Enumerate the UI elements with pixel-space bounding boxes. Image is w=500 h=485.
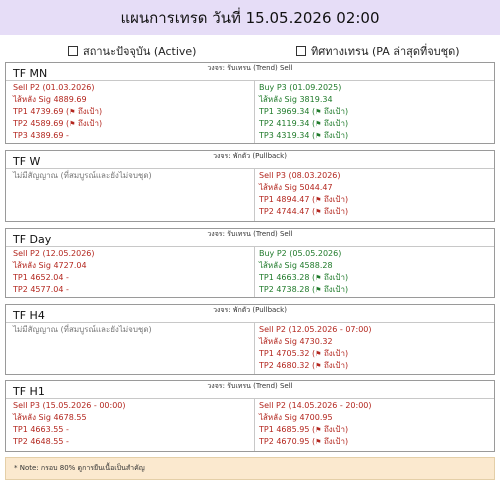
signal-sig: ไส้หลัง Sig 4889.69: [13, 95, 87, 104]
panel-tf-day: [5, 228, 495, 298]
signal-tp1: TP1 4663.28 (⚑ ถึงเป้า): [259, 273, 349, 282]
panel-tf-h1: [5, 380, 495, 452]
column-divider: [254, 247, 255, 297]
legend: [0, 42, 500, 58]
signal-tp2: TP2 4589.69 (⚑ ถึงเป้า): [13, 119, 103, 128]
flag-icon: ⚑: [315, 286, 322, 294]
panel-title: TF MN: [13, 67, 48, 80]
no-signal-text: ไม่มีสัญญาณ (ที่สมบูรณ์และยังไม่จบชุด): [13, 325, 152, 334]
flag-icon: ⚑: [315, 208, 322, 216]
flag-icon: ⚑: [315, 196, 322, 204]
panel-header-divider: [6, 246, 494, 247]
signal-line: Sell P2 (12.05.2026): [13, 249, 95, 258]
signal-line: Sell P2 (12.05.2026 - 07:00): [259, 325, 372, 334]
signal-tp2: TP2 4744.47 (⚑ ถึงเป้า): [259, 207, 349, 216]
panel-tf-h4: [5, 304, 495, 375]
flag-icon: ⚑: [315, 274, 322, 282]
signal-tp2: TP2 4648.55 -: [13, 437, 69, 446]
trend-label: วงจร: รับเทรน (Trend) Sell: [207, 230, 293, 238]
signal-sig: ไส้หลัง Sig 4588.28: [259, 261, 333, 270]
signal-sig: ไส้หลัง Sig 4727.04: [13, 261, 87, 270]
trend-label: วงจร: รับเทรน (Trend) Sell: [207, 382, 293, 390]
signal-line: Sell P2 (14.05.2026 - 20:00): [259, 401, 372, 410]
active-signal: [13, 82, 249, 142]
signal-line: Sell P2 (01.03.2026): [13, 83, 95, 92]
signal-line: Sell P3 (08.03.2026): [259, 171, 341, 180]
signal-tp2: TP2 4577.04 -: [13, 285, 69, 294]
column-divider: [254, 81, 255, 143]
direction-signal: [259, 248, 491, 296]
trend-label: วงจร: พักตัว (Pullback): [213, 306, 287, 314]
direction-signal: [259, 170, 491, 218]
panel-header-divider: [6, 322, 494, 323]
signal-sig: ไส้หลัง Sig 4678.55: [13, 413, 87, 422]
signal-tp1: TP1 4685.95 (⚑ ถึงเป้า): [259, 425, 349, 434]
flag-icon: ⚑: [315, 120, 322, 128]
signal-tp1: TP1 3969.34 (⚑ ถึงเป้า): [259, 107, 349, 116]
panel-header-divider: [6, 80, 494, 81]
legend-active-label: สถานะปัจจุบัน (Active): [83, 45, 197, 58]
signal-tp1: TP1 4739.69 (⚑ ถึงเป้า): [13, 107, 103, 116]
panel-title: TF W: [13, 155, 41, 168]
signal-tp2: TP2 4680.32 (⚑ ถึงเป้า): [259, 361, 349, 370]
flag-icon: ⚑: [69, 108, 76, 116]
signal-tp2: TP2 4670.95 (⚑ ถึงเป้า): [259, 437, 349, 446]
note-box: [5, 457, 495, 480]
signal-line: Sell P3 (15.05.2026 - 00:00): [13, 401, 126, 410]
panel-title: TF H1: [13, 385, 45, 398]
panel-tf-w: [5, 150, 495, 222]
active-signal: [13, 400, 249, 448]
trend-label: วงจร: รับเทรน (Trend) Sell: [207, 64, 293, 72]
square-icon: [296, 46, 306, 56]
flag-icon: ⚑: [315, 132, 322, 140]
legend-active: [68, 42, 196, 60]
signal-line: Buy P2 (05.05.2026): [259, 249, 342, 258]
signal-tp1: TP1 4652.04 -: [13, 273, 69, 282]
signal-sig: ไส้หลัง Sig 4700.95: [259, 413, 333, 422]
column-divider: [254, 169, 255, 221]
flag-icon: ⚑: [315, 438, 322, 446]
flag-icon: ⚑: [315, 362, 322, 370]
flag-icon: ⚑: [315, 426, 322, 434]
signal-sig: ไส้หลัง Sig 4730.32: [259, 337, 333, 346]
active-signal: [13, 170, 249, 182]
signal-line: Buy P3 (01.09.2025): [259, 83, 342, 92]
panel-title: TF Day: [13, 233, 52, 246]
page-title: แผนการเทรด วันที่ 15.05.2026 02:00: [120, 8, 380, 27]
signal-tp2: TP2 4738.28 (⚑ ถึงเป้า): [259, 285, 349, 294]
flag-icon: ⚑: [315, 108, 322, 116]
page-header: [0, 0, 500, 35]
panel-header-divider: [6, 168, 494, 169]
active-signal: [13, 248, 249, 296]
direction-signal: [259, 324, 491, 372]
panel-tf-mn: [5, 62, 495, 144]
flag-icon: ⚑: [315, 350, 322, 358]
signal-tp1: TP1 4894.47 (⚑ ถึงเป้า): [259, 195, 349, 204]
signal-tp3: TP3 4319.34 (⚑ ถึงเป้า): [259, 131, 349, 140]
note-text: * Note: กรอบ 80% ดูการยืนเนื้อเป็นสำคัญ: [14, 464, 145, 472]
signal-tp1: TP1 4663.55 -: [13, 425, 69, 434]
trend-label: วงจร: พักตัว (Pullback): [213, 152, 287, 160]
legend-direction-label: ทิศทางเทรน (PA ล่าสุดที่จบชุด): [311, 45, 460, 58]
column-divider: [254, 323, 255, 374]
no-signal-text: ไม่มีสัญญาณ (ที่สมบูรณ์และยังไม่จบชุด): [13, 171, 152, 180]
legend-direction: [296, 42, 460, 60]
signal-tp1: TP1 4705.32 (⚑ ถึงเป้า): [259, 349, 349, 358]
direction-signal: [259, 400, 491, 448]
flag-icon: ⚑: [69, 120, 76, 128]
panel-title: TF H4: [13, 309, 45, 322]
signal-sig: ไส้หลัง Sig 3819.34: [259, 95, 333, 104]
active-signal: [13, 324, 249, 336]
signal-tp3: TP3 4389.69 -: [13, 131, 69, 140]
signal-sig: ไส้หลัง Sig 5044.47: [259, 183, 333, 192]
direction-signal: [259, 82, 491, 142]
panel-header-divider: [6, 398, 494, 399]
square-icon: [68, 46, 78, 56]
column-divider: [254, 399, 255, 451]
signal-tp2: TP2 4119.34 (⚑ ถึงเป้า): [259, 119, 349, 128]
